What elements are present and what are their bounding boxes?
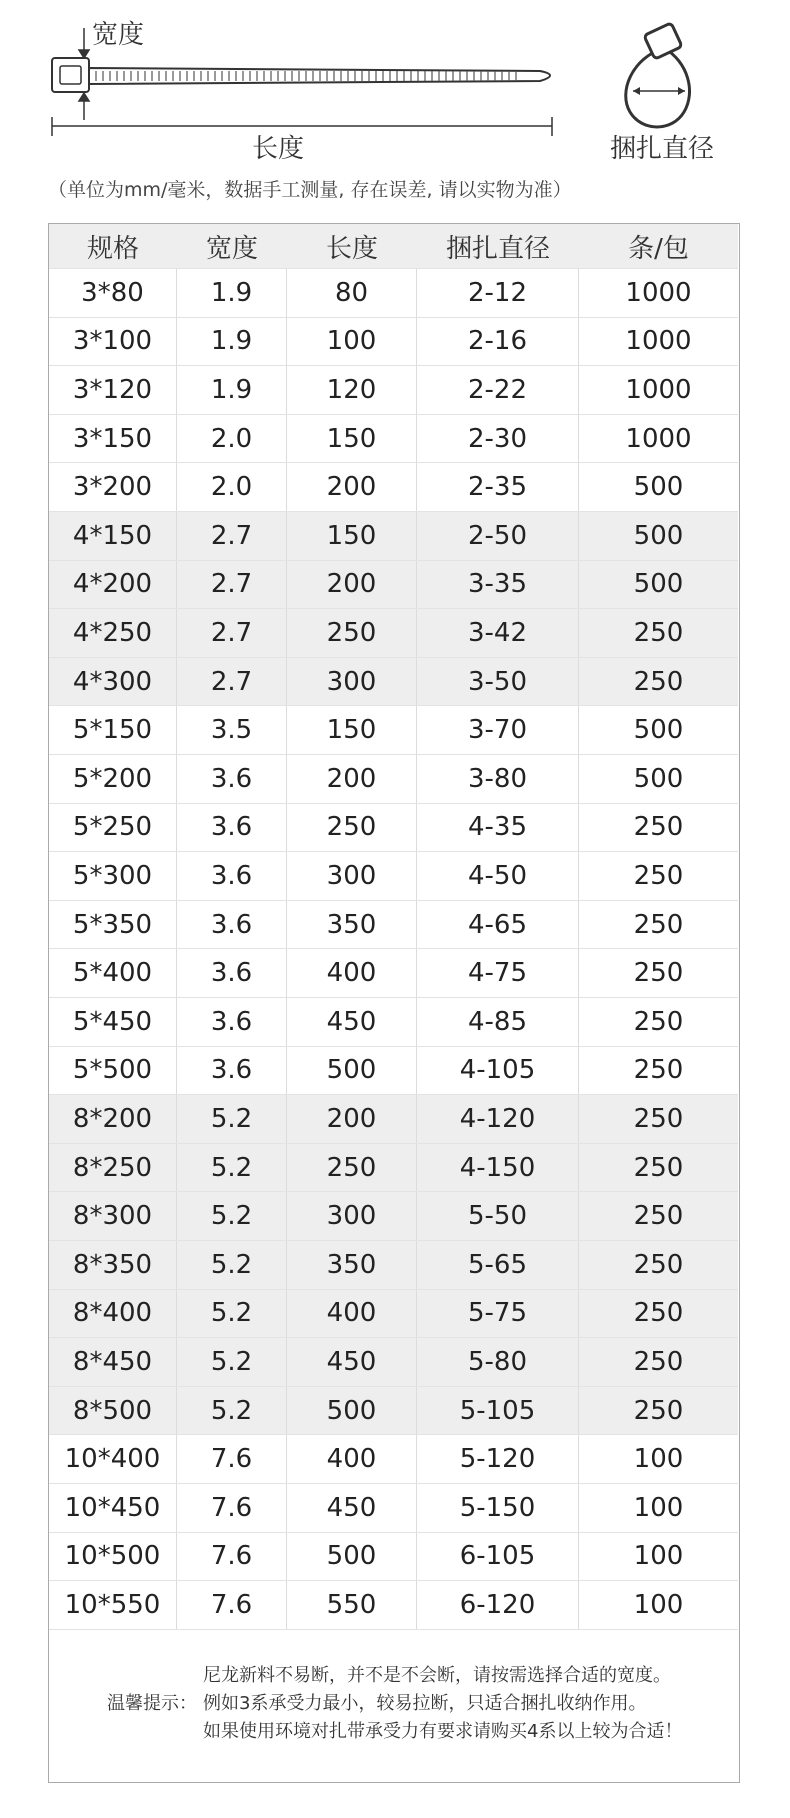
width-label: 宽度 bbox=[92, 20, 145, 50]
table-cell: 4-50 bbox=[417, 852, 579, 900]
table-cell: 4-85 bbox=[417, 998, 579, 1046]
table-row bbox=[49, 1338, 738, 1387]
table-header-row bbox=[49, 224, 738, 269]
table-cell: 4*250 bbox=[49, 609, 177, 657]
table-row bbox=[49, 901, 738, 950]
table-cell: 10*450 bbox=[49, 1484, 177, 1532]
table-cell: 5-150 bbox=[417, 1484, 579, 1532]
table-row bbox=[49, 1241, 738, 1290]
table-cell: 250 bbox=[633, 958, 684, 989]
table-cell: 8*350 bbox=[49, 1241, 177, 1289]
table-cell: 300 bbox=[287, 658, 417, 706]
table-cell: 400 bbox=[287, 949, 417, 997]
table-cell: 250 bbox=[633, 1006, 684, 1037]
table-cell: 2-50 bbox=[417, 512, 579, 560]
table-cell: 3*120 bbox=[49, 366, 177, 414]
table-cell: 100 bbox=[633, 1541, 684, 1572]
table-row bbox=[49, 949, 738, 998]
table-cell: 2.7 bbox=[177, 658, 287, 706]
table-cell: 2.7 bbox=[177, 561, 287, 609]
table-row bbox=[49, 561, 738, 610]
table-cell: 350 bbox=[287, 901, 417, 949]
table-row bbox=[49, 804, 738, 853]
table-cell: 350 bbox=[287, 1241, 417, 1289]
table-cell: 10*500 bbox=[49, 1533, 177, 1581]
table-cell: 8*200 bbox=[49, 1095, 177, 1143]
table-row bbox=[49, 1192, 738, 1241]
table-cell: 400 bbox=[287, 1435, 417, 1483]
table-cell: 3*80 bbox=[49, 269, 177, 317]
table-cell: 8*250 bbox=[49, 1144, 177, 1192]
tie-loop-icon bbox=[626, 23, 690, 127]
table-row bbox=[49, 1387, 738, 1436]
table-row bbox=[49, 269, 738, 318]
table-row bbox=[49, 512, 738, 561]
table-cell: 3*200 bbox=[49, 463, 177, 511]
table-cell: 5.2 bbox=[177, 1290, 287, 1338]
table-cell: 1.9 bbox=[177, 366, 287, 414]
table-cell: 2-22 bbox=[417, 366, 579, 414]
table-cell: 2.7 bbox=[177, 609, 287, 657]
table-cell: 3-50 bbox=[417, 658, 579, 706]
table-cell: 5-65 bbox=[417, 1241, 579, 1289]
table-cell: 4*300 bbox=[49, 658, 177, 706]
table-cell: 5*450 bbox=[49, 998, 177, 1046]
table-cell: 200 bbox=[287, 1095, 417, 1143]
table-cell: 100 bbox=[633, 1444, 684, 1475]
table-cell: 450 bbox=[287, 1338, 417, 1386]
length-label: 长度 bbox=[252, 134, 305, 164]
table-cell: 5.2 bbox=[177, 1387, 287, 1435]
cable-tie-head bbox=[52, 58, 89, 92]
table-cell: 100 bbox=[633, 1589, 684, 1620]
table-cell: 3*100 bbox=[49, 318, 177, 366]
table-cell: 3-70 bbox=[417, 706, 579, 754]
table-cell: 300 bbox=[287, 1192, 417, 1240]
table-row bbox=[49, 1047, 738, 1096]
table-cell: 250 bbox=[633, 1298, 684, 1329]
table-cell: 250 bbox=[633, 860, 684, 891]
table-row bbox=[49, 998, 738, 1047]
table-cell: 550 bbox=[287, 1581, 417, 1629]
table-cell: 150 bbox=[287, 512, 417, 560]
table-cell: 250 bbox=[633, 1201, 684, 1232]
table-row bbox=[49, 706, 738, 755]
table-cell: 500 bbox=[633, 520, 684, 551]
table-cell: 500 bbox=[287, 1047, 417, 1095]
table-cell: 250 bbox=[633, 1103, 684, 1134]
cable-tie-teeth bbox=[96, 71, 516, 81]
table-cell: 5*350 bbox=[49, 901, 177, 949]
table-cell: 1000 bbox=[625, 423, 692, 454]
table-cell: 5*150 bbox=[49, 706, 177, 754]
table-cell: 100 bbox=[287, 318, 417, 366]
table-cell: 8*500 bbox=[49, 1387, 177, 1435]
table-cell: 1.9 bbox=[177, 269, 287, 317]
table-cell: 2-35 bbox=[417, 463, 579, 511]
table-cell: 250 bbox=[633, 812, 684, 843]
table-cell: 5.2 bbox=[177, 1338, 287, 1386]
table-cell: 7.6 bbox=[177, 1435, 287, 1483]
table-row bbox=[49, 318, 738, 367]
table-cell: 250 bbox=[633, 617, 684, 648]
table-cell: 7.6 bbox=[177, 1533, 287, 1581]
header-per-pack: 条/包 bbox=[628, 233, 689, 264]
table-cell: 5-105 bbox=[417, 1387, 579, 1435]
header-width: 宽度 bbox=[205, 233, 258, 264]
tip-line: 尼龙新料不易断，并不是不会断，请按需选择合适的宽度。 bbox=[203, 1665, 671, 1686]
tips-section bbox=[49, 1619, 738, 1779]
table-cell: 80 bbox=[287, 269, 417, 317]
table-cell: 5*300 bbox=[49, 852, 177, 900]
table-cell: 10*550 bbox=[49, 1581, 177, 1629]
table-cell: 5.2 bbox=[177, 1095, 287, 1143]
table-cell: 1000 bbox=[625, 277, 692, 308]
table-cell: 3.6 bbox=[177, 998, 287, 1046]
table-cell: 5-80 bbox=[417, 1338, 579, 1386]
table-cell: 2.0 bbox=[177, 415, 287, 463]
table-cell: 250 bbox=[633, 1346, 684, 1377]
table-cell: 250 bbox=[633, 909, 684, 940]
tips-label: 温馨提示： bbox=[107, 1693, 197, 1714]
header-length: 长度 bbox=[325, 233, 378, 264]
table-cell: 500 bbox=[633, 715, 684, 746]
table-row bbox=[49, 463, 738, 512]
table-cell: 1000 bbox=[625, 326, 692, 357]
table-cell: 100 bbox=[633, 1492, 684, 1523]
table-cell: 3*150 bbox=[49, 415, 177, 463]
table-cell: 5*250 bbox=[49, 804, 177, 852]
table-row bbox=[49, 415, 738, 464]
table-cell: 200 bbox=[287, 463, 417, 511]
tip-line: 如果使用环境对扎带承受力有要求请购买4系以上较为合适！ bbox=[203, 1721, 683, 1742]
table-cell: 7.6 bbox=[177, 1581, 287, 1629]
header-spec: 规格 bbox=[86, 233, 139, 264]
table-row bbox=[49, 1533, 738, 1582]
table-cell: 400 bbox=[287, 1290, 417, 1338]
table-cell: 250 bbox=[287, 1144, 417, 1192]
table-cell: 3.5 bbox=[177, 706, 287, 754]
spec-table bbox=[48, 223, 740, 1783]
table-cell: 1000 bbox=[625, 374, 692, 405]
table-cell: 5-75 bbox=[417, 1290, 579, 1338]
table-cell: 7.6 bbox=[177, 1484, 287, 1532]
table-cell: 300 bbox=[287, 852, 417, 900]
table-cell: 120 bbox=[287, 366, 417, 414]
table-cell: 5.2 bbox=[177, 1192, 287, 1240]
table-cell: 8*450 bbox=[49, 1338, 177, 1386]
table-row bbox=[49, 755, 738, 804]
table-cell: 3.6 bbox=[177, 901, 287, 949]
table-cell: 4-105 bbox=[417, 1047, 579, 1095]
table-cell: 250 bbox=[287, 609, 417, 657]
cable-tie-diagram bbox=[0, 0, 790, 215]
table-cell: 2.7 bbox=[177, 512, 287, 560]
table-cell: 500 bbox=[287, 1533, 417, 1581]
table-cell: 3.6 bbox=[177, 804, 287, 852]
table-cell: 3.6 bbox=[177, 949, 287, 997]
table-cell: 500 bbox=[633, 569, 684, 600]
table-cell: 4-75 bbox=[417, 949, 579, 997]
tip-line: 例如3系承受力最小，较易拉断，只适合捆扎收纳作用。 bbox=[203, 1693, 647, 1714]
table-row bbox=[49, 1484, 738, 1533]
table-cell: 6-120 bbox=[417, 1581, 579, 1629]
table-cell: 500 bbox=[633, 472, 684, 503]
table-cell: 150 bbox=[287, 415, 417, 463]
table-cell: 3-35 bbox=[417, 561, 579, 609]
table-cell: 3-42 bbox=[417, 609, 579, 657]
table-cell: 2.0 bbox=[177, 463, 287, 511]
table-cell: 8*400 bbox=[49, 1290, 177, 1338]
table-row bbox=[49, 1095, 738, 1144]
header-diameter: 捆扎直径 bbox=[445, 233, 550, 264]
table-cell: 250 bbox=[633, 1249, 684, 1280]
table-row bbox=[49, 1435, 738, 1484]
table-cell: 250 bbox=[633, 1055, 684, 1086]
table-cell: 3.6 bbox=[177, 1047, 287, 1095]
table-cell: 450 bbox=[287, 998, 417, 1046]
table-cell: 500 bbox=[287, 1387, 417, 1435]
table-cell: 200 bbox=[287, 755, 417, 803]
table-cell: 5*400 bbox=[49, 949, 177, 997]
table-cell: 150 bbox=[287, 706, 417, 754]
table-cell: 3.6 bbox=[177, 755, 287, 803]
table-cell: 250 bbox=[633, 1152, 684, 1183]
table-cell: 250 bbox=[633, 1395, 684, 1426]
table-cell: 4*200 bbox=[49, 561, 177, 609]
table-cell: 4*150 bbox=[49, 512, 177, 560]
measurement-note: （单位为mm/毫米，数据手工测量, 存在误差, 请以实物为准） bbox=[48, 179, 572, 201]
table-cell: 5*500 bbox=[49, 1047, 177, 1095]
table-cell: 5*200 bbox=[49, 755, 177, 803]
table-row bbox=[49, 1144, 738, 1193]
table-cell: 200 bbox=[287, 561, 417, 609]
table-cell: 5-120 bbox=[417, 1435, 579, 1483]
table-cell: 5.2 bbox=[177, 1241, 287, 1289]
table-cell: 8*300 bbox=[49, 1192, 177, 1240]
table-cell: 3.6 bbox=[177, 852, 287, 900]
table-cell: 5-50 bbox=[417, 1192, 579, 1240]
table-cell: 4-120 bbox=[417, 1095, 579, 1143]
table-cell: 1.9 bbox=[177, 318, 287, 366]
table-row bbox=[49, 366, 738, 415]
diameter-label: 捆扎直径 bbox=[610, 134, 715, 164]
table-row bbox=[49, 1290, 738, 1339]
table-cell: 4-35 bbox=[417, 804, 579, 852]
table-row bbox=[49, 852, 738, 901]
table-cell: 450 bbox=[287, 1484, 417, 1532]
table-cell: 500 bbox=[633, 763, 684, 794]
table-cell: 2-12 bbox=[417, 269, 579, 317]
table-cell: 2-30 bbox=[417, 415, 579, 463]
table-cell: 3-80 bbox=[417, 755, 579, 803]
table-row bbox=[49, 609, 738, 658]
table-cell: 6-105 bbox=[417, 1533, 579, 1581]
table-cell: 5.2 bbox=[177, 1144, 287, 1192]
table-cell: 10*400 bbox=[49, 1435, 177, 1483]
table-cell: 4-65 bbox=[417, 901, 579, 949]
table-cell: 250 bbox=[287, 804, 417, 852]
table-cell: 4-150 bbox=[417, 1144, 579, 1192]
table-row bbox=[49, 658, 738, 707]
table-cell: 2-16 bbox=[417, 318, 579, 366]
table-cell: 250 bbox=[633, 666, 684, 697]
